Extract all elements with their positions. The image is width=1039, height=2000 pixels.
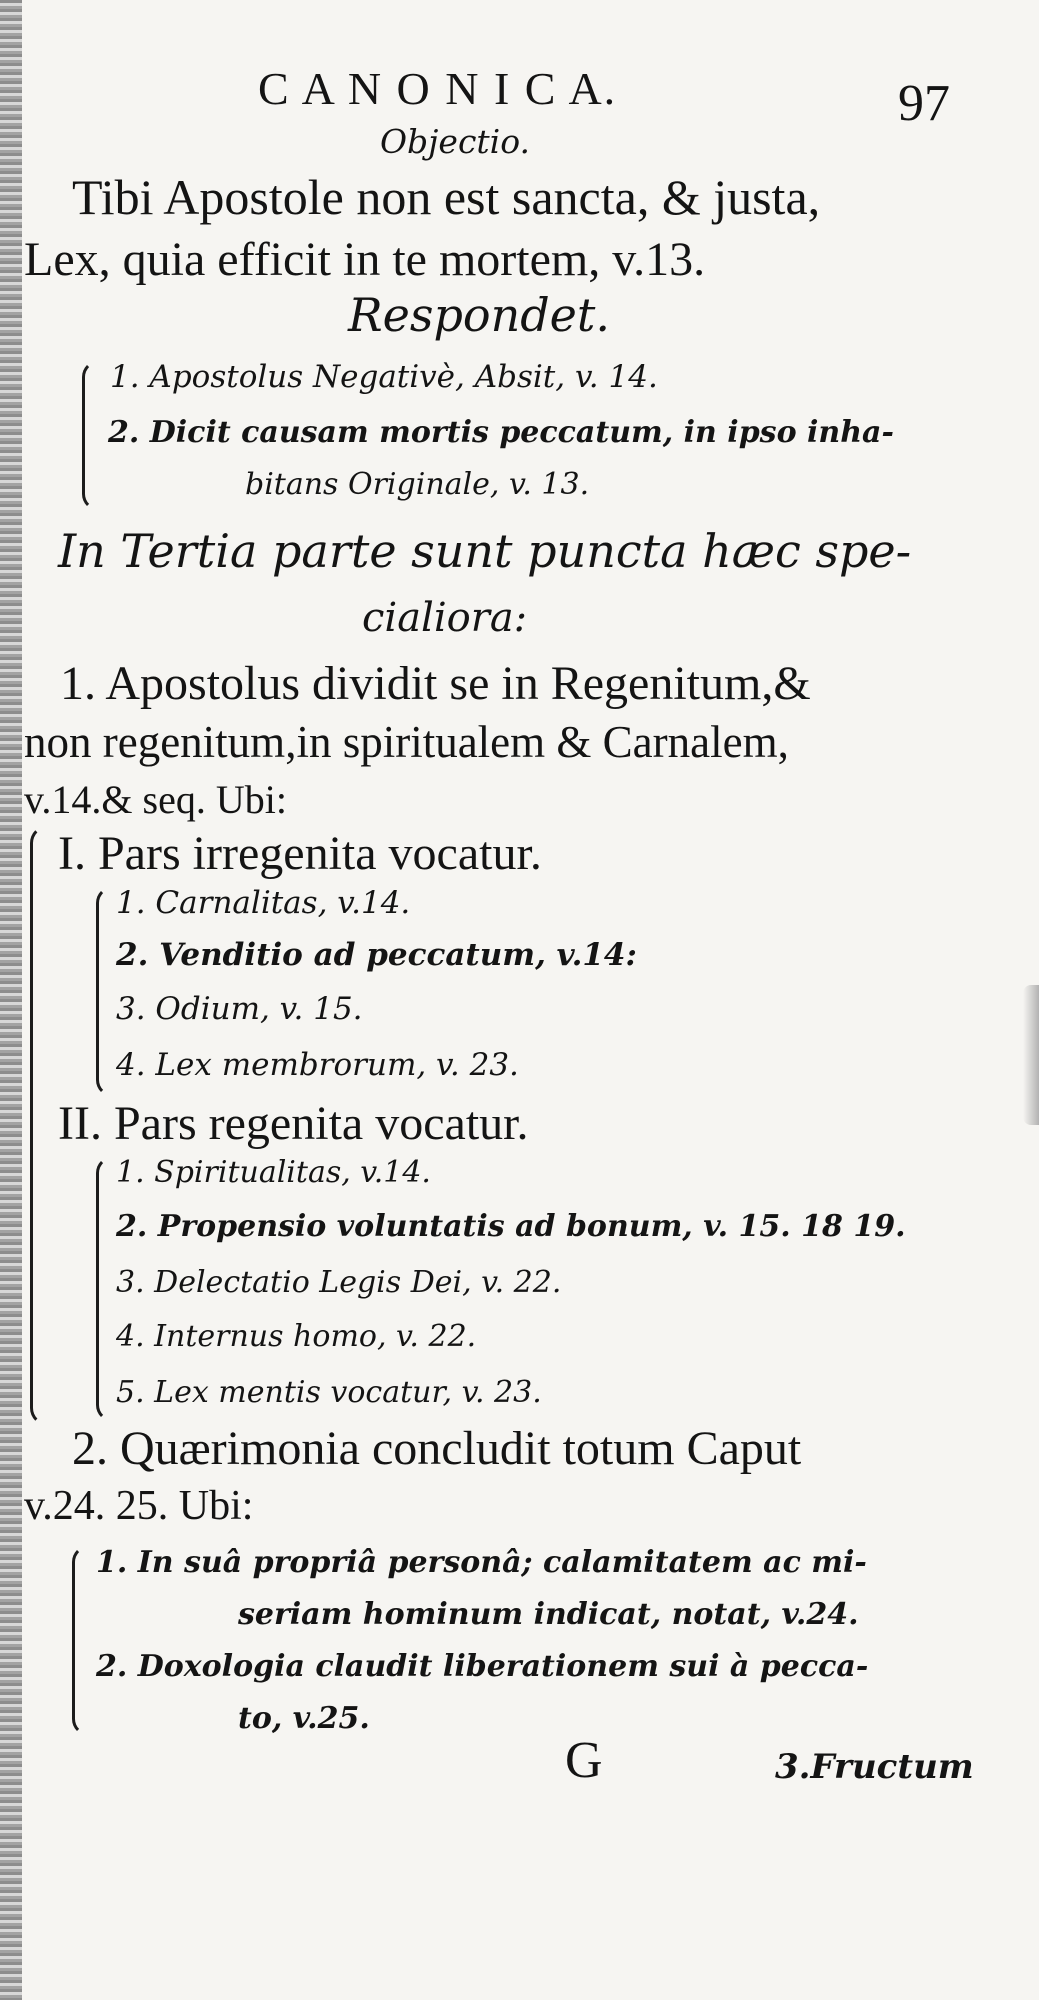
respondet-brace — [82, 360, 99, 511]
querimonia-item-2a: 2. Doxologia claudit liberationem sui à pecca- — [96, 1649, 869, 1684]
page-number: 97 — [898, 75, 950, 132]
pars-2-item-3: 3. Delectatio Legis Dei, v. 22. — [116, 1265, 562, 1300]
pars-1-item-2: 2. Venditio ad peccatum, v.14: — [116, 937, 637, 973]
querimonia-line-2: v.24. 25. Ubi: — [24, 1483, 254, 1529]
signature-mark: G — [565, 1732, 603, 1789]
pars-2-item-4: 4. Internus homo, v. 22. — [116, 1319, 477, 1354]
tertia-point-1-line-3: v.14.& seq. Ubi: — [24, 777, 287, 822]
tertia-point-1-line-1: 1. Apostolus dividit se in Regenitum,& — [60, 657, 811, 710]
pars-1-item-1: 1. Carnalitas, v.14. — [116, 885, 411, 921]
pars-outer-brace — [30, 825, 49, 1426]
pars-1-brace — [96, 886, 113, 1097]
pars-1-item-4: 4. Lex membrorum, v. 23. — [116, 1047, 519, 1083]
pars-2-title: II. Pars regenita vocatur. — [58, 1097, 529, 1150]
page-margin-smudge — [1023, 985, 1039, 1125]
querimonia-line-1: 2. Quærimonia concludit totum Caput — [72, 1422, 802, 1475]
tertia-heading-line-1: In Tertia parte sunt puncta hæc spe- — [58, 524, 912, 578]
tertia-point-1-line-2: non regenitum,in spiritualem & Carnalem, — [24, 717, 789, 767]
pars-2-item-1: 1. Spiritualitas, v.14. — [116, 1155, 431, 1190]
respondet-label: Respondet. — [348, 288, 611, 342]
pars-2-item-2: 2. Propensio voluntatis ad bonum, v. 15. 18 19. — [116, 1209, 906, 1244]
querimonia-item-2b: to, v.25. — [238, 1701, 370, 1736]
running-head: C A N O N I C A. — [258, 63, 618, 114]
page-edge-shadow — [0, 0, 22, 2000]
respondet-item-2b: bitans Originale, v. 13. — [245, 467, 590, 502]
pars-2-brace — [96, 1156, 113, 1422]
tertia-heading-line-2: cialiora: — [362, 595, 528, 641]
pars-1-item-3: 3. Odium, v. 15. — [116, 991, 363, 1027]
querimonia-item-1a: 1. In suâ propriâ personâ; calamitatem ac mi- — [96, 1545, 867, 1580]
querimonia-item-1b: seriam hominum indicat, notat, v.24. — [238, 1597, 859, 1632]
pars-1-title: I. Pars irregenita vocatur. — [58, 827, 542, 880]
respondet-item-2a: 2. Dicit causam mortis peccatum, in ipso inha- — [108, 415, 894, 450]
pars-2-item-5: 5. Lex mentis vocatur, v. 23. — [116, 1375, 542, 1410]
objectio-label: Objectio. — [380, 122, 531, 161]
objectio-line-2: Lex, quia efficit in te mortem, v.13. — [24, 233, 706, 286]
querimonia-brace — [72, 1545, 89, 1736]
catchword: 3.Fructum — [775, 1747, 974, 1787]
objectio-line-1: Tibi Apostole non est sancta, & justa, — [72, 169, 821, 225]
respondet-item-1: 1. Apostolus Negativè, Absit, v. 14. — [110, 359, 658, 395]
